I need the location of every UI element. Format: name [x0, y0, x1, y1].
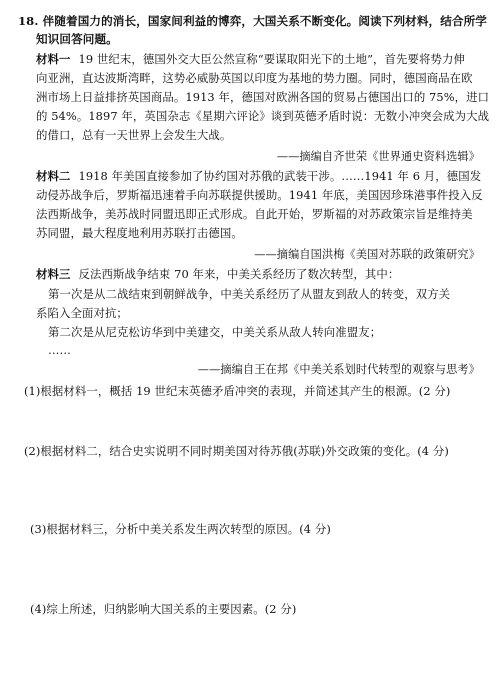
material1-line-3: 洲市场上日益排挤英国商品。1913 年，德国对欧洲各国的贸易占德国出口的 75%，进口 — [36, 90, 490, 104]
material2-line-3: 法西斯战争，美苏战时同盟迅即正式形成。自此开始，罗斯福的对苏政策宗旨是维持美 — [36, 207, 473, 221]
material3-text-1: 反法西斯战争结束 70 年来，中美关系经历了数次转型，其中： — [78, 267, 400, 281]
subquestion-1: (1)根据材料一，概括 19 世纪末英德矛盾冲突的表现，并简述其产生的根源。(2 分) — [24, 384, 451, 398]
material1-line-5: 的借口，总有一天世界上会发生大战。 — [36, 128, 232, 142]
material3-line-5: …… — [48, 343, 71, 357]
material2-line-4: 苏同盟，最大程度地利用苏联打击德国。 — [36, 226, 243, 240]
material3-source: ——摘编自王在邦《中美关系划时代转型的观察与思考》 — [197, 363, 480, 376]
subquestion-2: (2)根据材料二，结合史实说明不同时期美国对待苏俄(苏联)外交政策的变化。(4 分) — [24, 444, 449, 458]
question-stem-text-1: 伴随着国力的消长，国家间利益的博弈，大国关系不断变化。阅读下列材料，结合所学 — [42, 14, 487, 28]
material1-source: ——摘编自齐世荣《世界通史资料选辑》 — [276, 150, 480, 163]
material3-line-3: 系陷入全面对抗； — [36, 306, 128, 320]
material2-text-1: 1918 年美国直接参加了协约国对苏俄的武装干涉。……1941 年 6 月，德国发 — [78, 169, 482, 183]
question-stem-line-2: 知识回答问题。 — [36, 32, 118, 46]
question-stem-line-1 — [18, 14, 487, 28]
material1-line-1 — [36, 52, 465, 66]
material2-line-2: 动侵苏战争后，罗斯福迅速着手向苏联提供援助。1941 年底，美国因珍珠港事件投入反 — [36, 188, 483, 202]
material1-label: 材料一 — [36, 52, 71, 66]
subquestion-3: (3)根据材料三，分析中美关系发生两次转型的原因。(4 分) — [30, 522, 331, 536]
material3-line-1 — [36, 267, 399, 281]
material2-label: 材料二 — [36, 169, 71, 183]
question-number: 18. — [18, 14, 39, 28]
material1-line-2: 向亚洲，直达波斯湾畔，这势必威胁英国以印度为基地的势力圈。同时，德国商品在欧 — [36, 71, 473, 85]
material2-line-1 — [36, 169, 481, 183]
material3-line-2: 第一次是从二战结束到朝鲜战争，中美关系经历了从盟友到敌人的转变，双方关 — [48, 287, 451, 301]
material3-line-4: 第二次是从尼克松访华到中美建交，中美关系从敌人转向准盟友； — [48, 325, 382, 339]
material1-line-4: 的 54%。1897 年，英国杂志《星期六评论》谈到英德矛盾时说：无数小冲突会成为大战 — [36, 109, 490, 123]
material2-source: ——摘编自国洪梅《美国对苏联的政策研究》 — [254, 248, 480, 261]
material3-label: 材料三 — [36, 267, 71, 281]
subquestion-4: (4)综上所述，归纳影响大国关系的主要因素。(2 分) — [30, 602, 297, 616]
material1-text-1: 19 世纪末，德国外交大臣公然宣称“要谋取阳光下的土地”，首先要将势力伸 — [78, 52, 465, 66]
